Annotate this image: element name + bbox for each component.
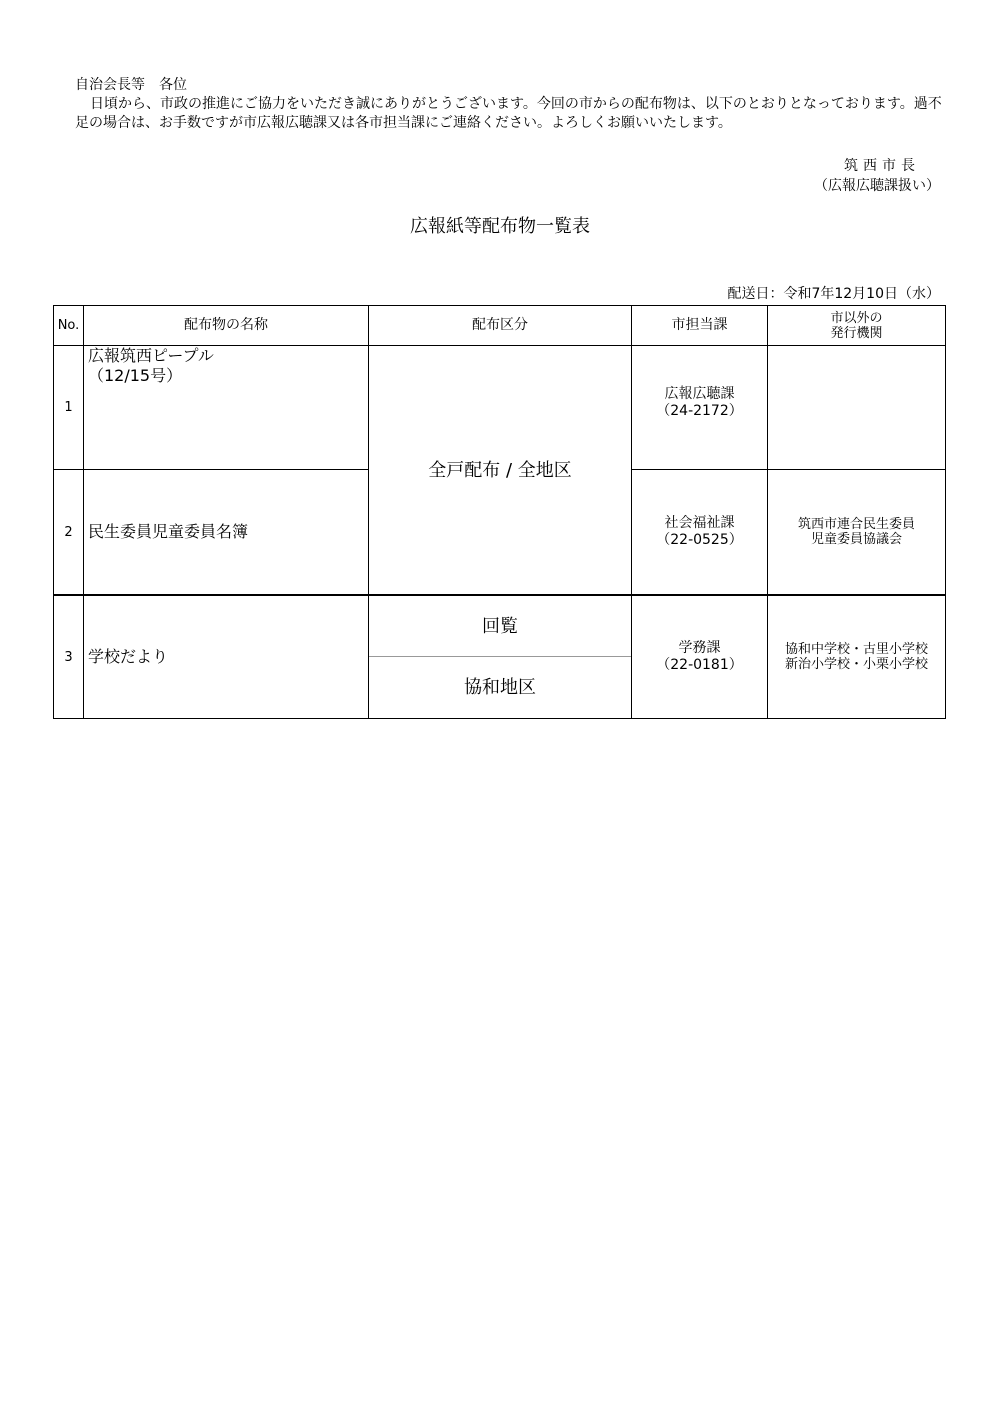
- row2-org-line2: 児童委員協議会: [810, 532, 902, 547]
- header-name: 配布物の名称: [83, 305, 369, 346]
- row3-org-line2: 新治小学校・小栗小学校: [784, 657, 928, 672]
- sender-note: （広報広聴課扱い）: [814, 178, 940, 194]
- row3-no: 3: [53, 594, 84, 719]
- header-category: 配布区分: [368, 305, 632, 346]
- row1-phone: （24-2172）: [656, 402, 743, 419]
- page-title: 広報紙等配布物一覧表: [410, 216, 590, 237]
- row3-name: 学校だより: [83, 594, 369, 719]
- category-all-households: 全戸配布 / 全地区: [368, 345, 632, 595]
- row3-org-line1: 協和中学校・古里小学校: [784, 642, 928, 657]
- row1-name-line1: 広報筑西ピープル: [88, 346, 214, 365]
- row1-dept-name: 広報広聴課: [664, 385, 735, 402]
- row1-name-line2: （12/15号）: [88, 366, 183, 385]
- row1-no: 1: [53, 345, 84, 470]
- header-org-line2: 発行機関: [830, 325, 883, 341]
- row3-dept-name: 学務課: [678, 640, 721, 656]
- row1-org: [767, 345, 946, 470]
- row3-dept: [631, 594, 768, 719]
- header-dept: 市担当課: [631, 305, 768, 346]
- addressee: 自治会長等 各位: [75, 77, 187, 93]
- row1-name: [83, 345, 369, 470]
- delivery-date: 配送日：令和7年12月10日（水）: [727, 286, 940, 302]
- row3-phone: （22-0181）: [656, 657, 743, 673]
- row2-dept-name: 社会福祉課: [664, 515, 735, 531]
- sender: 筑西市長: [844, 158, 920, 174]
- row3-area: 協和地区: [368, 657, 632, 719]
- row3-org: [767, 594, 946, 719]
- header-no: No.: [53, 305, 84, 346]
- row3-method: 回覧: [368, 594, 632, 657]
- letter-body: 日頃から、市政の推進にご協力をいただき誠にありがとうございます。今回の市からの配布物は、以下のとおりとなっております。過不足の場合は、お手数ですが市広報広聴課又は各市担当課にご連絡ください。よろしくお願いいたします。: [75, 96, 942, 131]
- row2-name: 民生委員児童委員名簿: [83, 469, 369, 595]
- row2-phone: （22-0525）: [656, 532, 743, 548]
- header-org-line1: 市以外の: [830, 310, 883, 326]
- row1-dept: [631, 345, 768, 470]
- row2-org: [767, 469, 946, 595]
- row2-org-line1: 筑西市連合民生委員: [797, 517, 915, 532]
- row2-no: 2: [53, 469, 84, 595]
- row2-dept: [631, 469, 768, 595]
- header-org: [767, 305, 946, 346]
